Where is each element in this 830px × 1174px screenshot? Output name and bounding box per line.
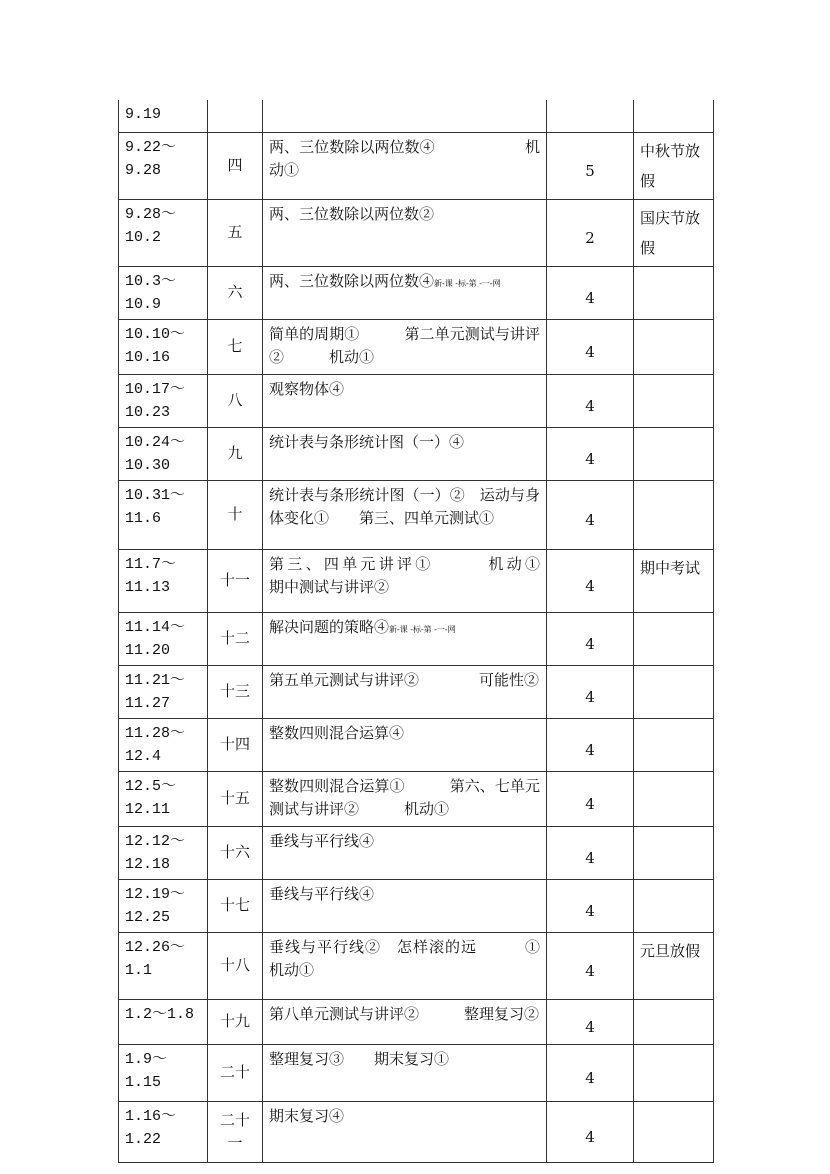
content-cell-text: 两、三位数除以两位数② — [269, 204, 435, 223]
date-cell — [119, 480, 208, 549]
date-cell — [119, 1044, 208, 1101]
hours-cell — [547, 612, 634, 665]
date-cell-text: 12.5～ 12.11 — [125, 777, 177, 818]
content-cell-text: 第八单元测试与讲评② 整理复习② — [269, 1004, 540, 1023]
note-cell-text: 中秋节放假 — [640, 141, 701, 190]
note-cell — [634, 480, 714, 549]
content-cell — [263, 771, 547, 826]
date-cell — [119, 932, 208, 999]
content-cell-text: 第三、四单元讲评① 机动① 期中测试与讲评② — [269, 554, 586, 596]
content-cell — [263, 999, 547, 1044]
content-cell — [263, 1101, 547, 1162]
hours-cell — [547, 266, 634, 319]
table-row — [119, 612, 714, 665]
date-cell-text: 1.16～ 1.22 — [125, 1107, 177, 1148]
hours-cell-text: 4 — [585, 342, 595, 361]
hours-cell — [547, 427, 634, 480]
table-row — [119, 480, 714, 549]
hours-cell-text: 4 — [585, 687, 595, 706]
week-cell — [208, 199, 263, 266]
note-cell — [634, 199, 714, 266]
week-cell-text: 十二 — [219, 629, 250, 647]
content-cell — [263, 718, 547, 771]
note-cell — [634, 319, 714, 374]
hours-cell-text: 2 — [585, 228, 595, 247]
week-cell-text: 五 — [227, 223, 243, 241]
hours-cell — [547, 879, 634, 932]
week-cell — [208, 771, 263, 826]
hours-cell — [547, 771, 634, 826]
content-cell-text: 期末复习④ — [269, 1106, 345, 1125]
week-cell-text: 十四 — [219, 735, 250, 753]
date-cell-text: 10.3～ 10.9 — [125, 272, 177, 313]
content-cell — [263, 879, 547, 932]
table-row — [119, 718, 714, 771]
date-cell-text: 11.7～ 11.13 — [125, 555, 177, 596]
content-cell — [263, 100, 547, 132]
content-cell — [263, 665, 547, 718]
note-cell — [634, 132, 714, 199]
hours-cell — [547, 826, 634, 879]
watermark-text: 新-课 -标-第 -一-网 — [434, 278, 501, 288]
note-cell — [634, 999, 714, 1044]
week-cell — [208, 1101, 263, 1162]
date-cell — [119, 999, 208, 1044]
table-row — [119, 266, 714, 319]
week-cell — [208, 999, 263, 1044]
content-cell-text: 解决问题的策略④ — [269, 617, 390, 636]
content-cell — [263, 132, 547, 199]
date-cell — [119, 132, 208, 199]
week-cell-text: 十五 — [219, 789, 250, 807]
content-cell-text: 两、三位数除以两位数④ — [269, 271, 435, 290]
note-cell-text: 期中考试 — [640, 558, 701, 577]
date-cell — [119, 1101, 208, 1162]
date-cell-text: 11.21～ 11.27 — [125, 671, 186, 712]
week-cell — [208, 549, 263, 612]
date-cell-text: 9.19 — [125, 106, 162, 123]
week-cell — [208, 319, 263, 374]
hours-cell-text: 4 — [585, 634, 595, 653]
date-cell — [119, 665, 208, 718]
hours-cell — [547, 480, 634, 549]
content-cell-text: 统计表与条形统计图（一）④ — [269, 432, 465, 451]
table-row — [119, 1044, 714, 1101]
note-cell — [634, 932, 714, 999]
note-cell — [634, 665, 714, 718]
content-cell-text: 垂线与平行线② 怎样滚的远 ① 机动① — [269, 937, 586, 979]
week-cell-text: 六 — [227, 283, 243, 301]
table-row — [119, 427, 714, 480]
week-cell-text: 十八 — [219, 956, 250, 974]
table-row — [119, 879, 714, 932]
note-cell — [634, 374, 714, 427]
date-cell-text: 12.26～ 1.1 — [125, 938, 186, 979]
date-cell-text: 11.28～ 12.4 — [125, 724, 186, 765]
hours-cell — [547, 374, 634, 427]
date-cell — [119, 879, 208, 932]
content-cell — [263, 932, 586, 999]
content-cell — [263, 266, 547, 319]
date-cell-text: 1.2～1.8 — [125, 1005, 195, 1023]
hours-cell-text: 4 — [585, 901, 595, 920]
date-cell-text: 12.12～ 12.18 — [125, 832, 186, 873]
date-cell-text: 10.24～ 10.30 — [125, 433, 186, 474]
date-cell — [119, 771, 208, 826]
hours-cell — [547, 199, 634, 266]
date-cell-text: 10.31～ 11.6 — [125, 486, 186, 527]
hours-cell-text: 4 — [585, 576, 595, 595]
week-cell-text: 十六 — [219, 843, 250, 861]
date-cell — [119, 826, 208, 879]
note-cell — [634, 1044, 714, 1101]
content-cell-text: 整数四则混合运算① 第六、七单元测试与讲评② 机动① — [269, 776, 540, 818]
content-cell-text: 观察物体④ — [269, 379, 345, 398]
hours-cell — [547, 718, 634, 771]
date-cell-text: 9.22～ 9.28 — [125, 138, 177, 179]
hours-cell-text: 4 — [585, 961, 595, 980]
date-cell-text: 10.17～ 10.23 — [125, 380, 186, 421]
note-cell-text: 元旦放假 — [640, 941, 701, 960]
content-cell — [263, 374, 547, 427]
table-row — [119, 132, 714, 199]
week-cell-text: 八 — [227, 391, 243, 409]
week-cell — [208, 100, 263, 132]
note-cell — [634, 771, 714, 826]
week-cell-text: 九 — [227, 444, 243, 462]
date-cell-text: 9.28～ 10.2 — [125, 205, 177, 246]
note-cell — [634, 549, 714, 612]
schedule-table — [118, 100, 714, 1163]
content-cell-text: 垂线与平行线④ — [269, 831, 375, 850]
note-cell — [634, 427, 714, 480]
week-cell-text: 四 — [227, 156, 243, 174]
table-row — [119, 549, 714, 612]
hours-cell — [547, 319, 634, 374]
week-cell — [208, 826, 263, 879]
content-cell — [263, 1044, 547, 1101]
content-cell-text: 垂线与平行线④ — [269, 884, 375, 903]
date-cell-text: 10.10～ 10.16 — [125, 325, 186, 366]
content-cell-text: 两、三位数除以两位数④ 机动① — [269, 137, 540, 179]
week-cell — [208, 132, 263, 199]
date-cell — [119, 100, 208, 132]
hours-cell-text: 4 — [585, 449, 595, 468]
hours-cell-text: 4 — [585, 794, 595, 813]
hours-cell-text: 4 — [585, 848, 595, 867]
week-cell-text: 十七 — [219, 896, 250, 914]
hours-cell — [547, 132, 634, 199]
hours-cell-text: 4 — [585, 396, 595, 415]
hours-cell-text: 5 — [585, 161, 595, 180]
week-cell — [208, 374, 263, 427]
note-cell-text: 国庆节放假 — [640, 208, 701, 257]
table-row — [119, 771, 714, 826]
week-cell-text: 二十 — [219, 1063, 250, 1081]
week-cell-text: 十 — [227, 505, 243, 523]
table-row — [119, 199, 714, 266]
content-cell — [263, 549, 586, 612]
week-cell — [208, 1044, 263, 1101]
table-row — [119, 1101, 714, 1162]
date-cell — [119, 266, 208, 319]
week-cell — [208, 665, 263, 718]
hours-cell — [547, 1101, 634, 1162]
date-cell — [119, 612, 208, 665]
content-cell-text: 整数四则混合运算④ — [269, 723, 405, 742]
hours-cell — [547, 1044, 634, 1101]
date-cell — [119, 718, 208, 771]
week-cell-text: 十一 — [219, 571, 250, 589]
date-cell-text: 11.14～ 11.20 — [125, 618, 186, 659]
week-cell-text: 二十一 — [219, 1110, 250, 1152]
date-cell-text: 1.9～ 1.15 — [125, 1050, 168, 1091]
week-cell-text: 七 — [227, 337, 243, 355]
table-row — [119, 999, 714, 1044]
week-cell — [208, 612, 263, 665]
note-cell — [634, 612, 714, 665]
week-cell — [208, 480, 263, 549]
date-cell — [119, 319, 208, 374]
content-cell-text: 整理复习③ 期末复习① — [269, 1049, 450, 1068]
date-cell — [119, 199, 208, 266]
table-row — [119, 319, 714, 374]
content-cell — [263, 199, 547, 266]
week-cell — [208, 879, 263, 932]
content-cell-text: 统计表与条形统计图（一）② 运动与身体变化① 第三、四单元测试① — [269, 485, 540, 527]
hours-cell-text: 4 — [585, 510, 595, 529]
content-cell — [263, 612, 547, 665]
table-row — [119, 100, 714, 132]
content-cell — [263, 427, 547, 480]
table-row — [119, 374, 714, 427]
date-cell-text: 12.19～ 12.25 — [125, 885, 186, 926]
hours-cell-text: 4 — [585, 288, 595, 307]
table-row — [119, 826, 714, 879]
date-cell — [119, 549, 208, 612]
hours-cell — [547, 100, 634, 132]
content-cell-text: 简单的周期① 第二单元测试与讲评② 机动① — [269, 324, 540, 366]
note-cell — [634, 718, 714, 771]
note-cell — [634, 879, 714, 932]
note-cell — [634, 1101, 714, 1162]
hours-cell-text: 4 — [585, 1068, 595, 1087]
content-cell — [263, 826, 547, 879]
week-cell — [208, 427, 263, 480]
week-cell-text: 十九 — [219, 1012, 250, 1030]
note-cell — [634, 266, 714, 319]
week-cell — [208, 266, 263, 319]
hours-cell-text: 4 — [585, 1017, 595, 1036]
hours-cell — [547, 665, 634, 718]
date-cell — [119, 427, 208, 480]
content-cell — [263, 319, 547, 374]
note-cell — [634, 100, 714, 132]
week-cell — [208, 718, 263, 771]
hours-cell — [547, 999, 634, 1044]
content-cell-text: 第五单元测试与讲评② 可能性② — [269, 670, 540, 689]
table-row — [119, 665, 714, 718]
note-cell — [634, 826, 714, 879]
table-row — [119, 932, 714, 999]
date-cell — [119, 374, 208, 427]
hours-cell-text: 4 — [585, 1127, 595, 1146]
week-cell — [208, 932, 263, 999]
watermark-text: 新-课 -标-第 -一-网 — [389, 624, 456, 634]
content-cell — [263, 480, 547, 549]
hours-cell-text: 4 — [585, 740, 595, 759]
week-cell-text: 十三 — [219, 682, 250, 700]
